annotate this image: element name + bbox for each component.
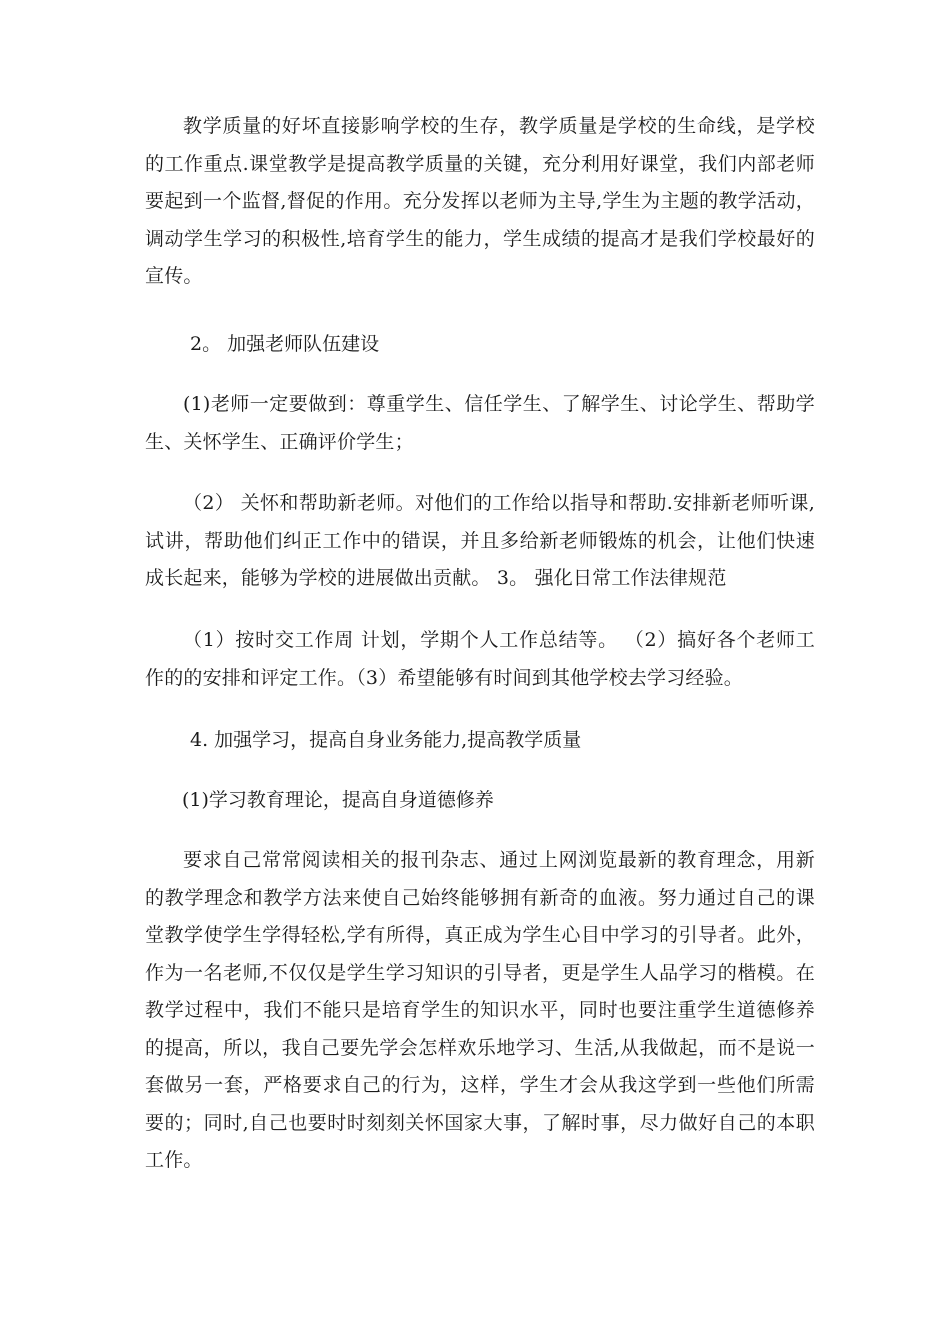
heading-education-theory: (1)学习教育理论，提高自身道德修养	[182, 789, 494, 811]
paragraph-teacher-duties: (1)老师一定要做到：尊重学生、信任学生、了解学生、讨论学生、帮助学生、关怀学生、正确评价学生；	[145, 393, 815, 453]
paragraph-self-study: 要求自己常常阅读相关的报刊杂志、通过上网浏览最新的教育理念，用新的教学理念和教学方法来使自己始终能够拥有新奇的血液。努力通过自己的课堂教学使学生学得轻松,学有所得，真正成为学生心目中学习的引导者。此外，作为一名老师,不仅仅是学生学习知识的引导者，更是学生人品学习的楷模。在教学过程中，我们不能只是培育学生的知识水平，同时也要注重学生道德修养的提高，所以，我自己要先学会怎样欢乐地学习、生活,从我做起，而不是说一套做另一套，严格要求自己的行为，这样，学生才会从我这学到一些他们所需要的；同时,自己也要时时刻刻关怀国家大事，了解时事，尽力做好自己的本职工作。	[145, 849, 815, 1171]
paragraph-teaching-quality: 教学质量的好坏直接影响学校的生存，教学质量是学校的生命线，是学校的工作重点.课堂教学是提高教学质量的关键，充分利用好课堂，我们内部老师要起到一个监督,督促的作用。充分发挥以老师为主导,学生为主题的教学活动，调动学生学习的积极性,培育学生的能力，学生成绩的提高才是我们学校最好的宣传。	[145, 115, 815, 287]
heading-strengthen-learning: 4. 加强学习，提高自身业务能力,提高教学质量	[190, 729, 582, 751]
paragraph-work-plans: （1）按时交工作周 计划，学期个人工作总结等。 （2）搞好各个老师工作的的安排和评定工作。（3）希望能够有时间到其他学校去学习经验。	[145, 629, 815, 689]
heading-teacher-team: 2。 加强老师队伍建设	[190, 333, 380, 355]
paragraph-new-teachers: （2） 关怀和帮助新老师。对他们的工作给以指导和帮助.安排新老师听课,试讲，帮助他们纠正工作中的错误，并且多给新老师锻炼的机会，让他们快速成长起来，能够为学校的进展做出贡献。 3。 强化日常工作法律规范	[145, 492, 815, 589]
